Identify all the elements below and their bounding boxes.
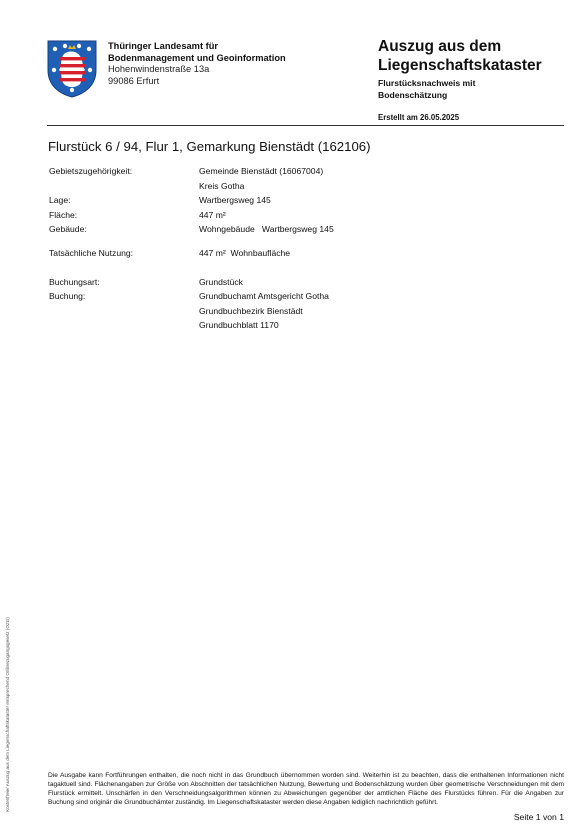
document-subtitle: [378, 78, 578, 101]
agency-street: Hohenwindenstraße 13a: [108, 64, 210, 74]
row-label: Buchung:: [49, 291, 86, 301]
agency-city: 99086 Erfurt: [108, 75, 160, 86]
row-label: Fläche:: [49, 210, 78, 220]
row-value: Kreis Gotha: [199, 181, 245, 191]
page-number: Seite 1 von 1: [513, 812, 564, 822]
row-value: Gemeinde Bienstädt (16067004): [199, 166, 324, 176]
document-title-line2: Liegenschaftskataster: [378, 57, 542, 74]
side-note: Kostenfreier Auszug aus dem Liegenschaftskataster entsprechend Onlinezugangsgesetz (OZG): [5, 617, 10, 812]
row-label: Tatsächliche Nutzung:: [49, 248, 134, 258]
agency-name-line1: Thüringer Landesamt für: [108, 41, 219, 51]
row-label: Lage:: [49, 195, 71, 205]
thuringia-coat-of-arms-icon: [47, 40, 97, 98]
row-value: 447 m²: [199, 210, 226, 220]
document-subtitle-line2: Bodenschätzung: [378, 89, 448, 100]
document-title: [378, 37, 578, 75]
row-value: 447 m² Wohnbaufläche: [199, 248, 291, 258]
header-divider: [47, 125, 564, 126]
row-label: Gebäude:: [49, 224, 87, 234]
row-label: Buchungsart:: [49, 277, 100, 287]
disclaimer-text: Die Ausgabe kann Fortführungen enthalten, die noch nicht in das Grundbuch übernommen worden sind. Weiterhin ist zu beachten, dass die enthaltenen Informationen nicht tagaktuell sind. Flächenangaben zur Größe von Abschnitten der tatsächlichen Nutzung, Bewertung und Bodenschätzung wurden über geometrische Verschneidungen mit dem Flurstück ermittelt. Unschärfen in den Verschneidungsalgorithmen können zu Abweichungen gegenüber der amtlichen Fläche des Flurstücks führen. Für die Angaben zur Buchung sind originär die Grundbuchämter zuständig. Im Liegenschaftskataster werden diese Angaben lediglich nachrichtlich geführt.: [48, 772, 564, 806]
row-value: Wartbergsweg 145: [199, 195, 271, 205]
agency-name-line2: Bodenmanagement und Geoinformation: [108, 52, 286, 63]
row-label: Gebietszugehörigkeit:: [49, 166, 133, 176]
parcel-heading: Flurstück 6 / 94, Flur 1, Gemarkung Bienstädt (162106): [48, 139, 371, 154]
row-value: Grundbuchblatt 1170: [199, 320, 279, 330]
row-value: Grundbuchbezirk Bienstädt: [199, 306, 303, 316]
row-value: Grundbuchamt Amtsgericht Gotha: [199, 291, 329, 301]
document-title-line1: Auszug aus dem: [378, 38, 502, 55]
row-value: Wohngebäude Wartbergsweg 145: [199, 224, 334, 234]
created-date: Erstellt am 26.05.2025: [378, 113, 460, 122]
document-subtitle-line1: Flurstücksnachweis mit: [378, 78, 476, 88]
row-value: Grundstück: [199, 277, 243, 287]
agency-address: [108, 41, 338, 87]
